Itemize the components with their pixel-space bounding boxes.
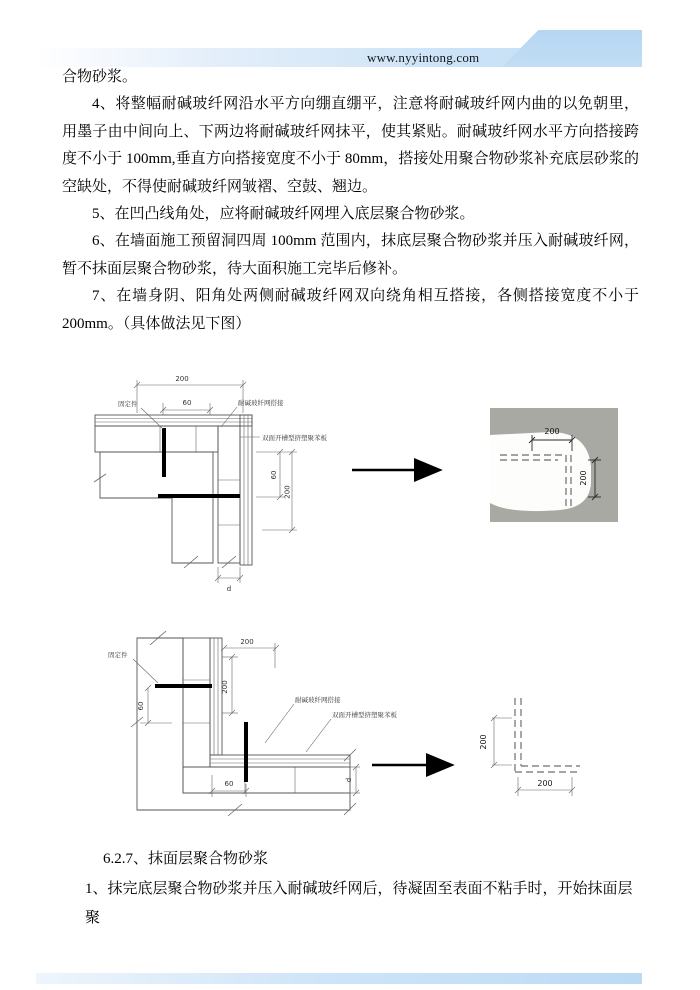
corner-detail-diagram-2	[0, 605, 700, 840]
leader-mesh-overlap	[221, 407, 237, 427]
bottom-text	[62, 845, 639, 933]
wall-hatch	[137, 638, 350, 810]
label-fixing: 固定件	[118, 401, 138, 408]
label-board: 双面开槽型挤塑聚苯板	[332, 712, 397, 719]
dimension-top	[134, 380, 246, 413]
dim-label-left: 60	[137, 701, 145, 711]
paragraph-continuation: 合物砂浆。	[62, 69, 138, 85]
break-lines	[131, 631, 356, 816]
photo-dim-h: 200	[544, 427, 560, 436]
dim-label-top-inner: 60	[182, 399, 192, 407]
dimension-thickness	[215, 567, 243, 583]
label-mesh-overlap: 耐碱玻纤网搭接	[295, 697, 341, 704]
mesh-overlap-photo	[490, 408, 618, 522]
sketch-dim-h: 200	[537, 779, 553, 788]
dim-label-side-inner: 60	[270, 470, 278, 480]
mesh-wrap-sketch	[479, 698, 580, 796]
corner-detail-diagram-1	[0, 355, 700, 600]
leader-mesh-overlap	[265, 704, 294, 743]
paragraph-6: 6、在墙面施工预留洞四周 100mm 范围内，抹底层聚合物砂浆并压入耐碱玻纤网，暂不抹面层聚合物砂浆，待大面积施工完毕后修补。	[62, 233, 639, 277]
label-fixing: 固定件	[108, 652, 128, 659]
header-accent-shape	[502, 30, 642, 67]
wall-hatch	[100, 452, 213, 563]
paragraph-1: 1、抹完底层聚合物砂浆并压入耐碱玻纤网后，待凝固至表面不粘手时，开始抹面层聚	[85, 881, 633, 926]
dim-label-thickness: d	[226, 585, 232, 593]
dim-label-top: 200	[175, 375, 189, 383]
body-text	[62, 64, 639, 338]
photo-dim-v: 200	[579, 470, 588, 486]
leader-board	[306, 719, 331, 752]
render-layers	[95, 415, 252, 565]
label-board: 双面开槽型挤塑聚苯板	[262, 435, 327, 442]
dim-label-side: 200	[221, 680, 229, 694]
break-lines	[94, 474, 236, 568]
label-mesh-overlap: 耐碱玻纤网搭接	[238, 400, 284, 407]
insulation-boards	[183, 638, 350, 793]
paragraph-7: 7、在墙身阴、阳角处两侧耐碱玻纤网双向绕角相互搭接，各侧搭接宽度不小于 200mm。（具体做法见下图）	[62, 288, 639, 332]
section-heading: 6.2.7、抹面层聚合物砂浆	[103, 851, 269, 867]
paragraph-5: 5、在凹凸线角处，应将耐碱玻纤网埋入底层聚合物砂浆。	[92, 206, 475, 223]
paragraph-4: 4、将整幅耐碱玻纤网沿水平方向绷直绷平，注意将耐碱玻纤网内曲的以免朝里，用墨子由中间向上、下两边将耐碱玻纤网抹平，使其紧贴。耐碱玻纤网水平方向搭接跨度不小于 100mm,垂直方向搭接宽度不小于 80mm，搭接处用聚合物砂浆补充底层砂浆的空缺处，不得使耐碱玻纤网皱褶、空鼓、翘边。	[62, 96, 639, 195]
footer-band	[36, 973, 642, 984]
sketch-dim-v: 200	[479, 734, 488, 750]
dim-label-thickness: d	[345, 777, 353, 783]
dimension-top	[221, 643, 279, 668]
dim-label-side: 200	[283, 485, 292, 499]
dim-label-top: 200	[240, 638, 254, 646]
header-url: www.nyyintong.com	[367, 50, 480, 65]
dim-label-bottom: 60	[224, 780, 234, 788]
